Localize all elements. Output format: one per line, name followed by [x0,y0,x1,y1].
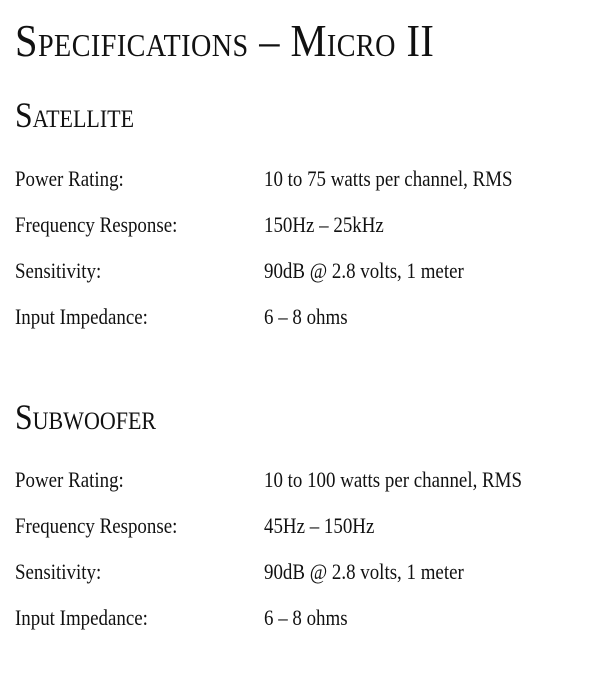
spec-label: Input Impedance: [15,304,148,329]
spec-label: Power Rating: [15,166,124,191]
spec-row [15,210,605,240]
section-heading-subwoofer: Subwoofer [15,397,157,437]
spec-value: 10 to 100 watts per channel, RMS [264,467,523,492]
spec-row [15,557,605,587]
spec-label: Power Rating: [15,467,124,492]
spec-value: 6 – 8 ohms [264,605,348,630]
section-heading-satellite: Satellite [15,95,135,135]
spec-label: Frequency Response: [15,513,178,538]
spec-row [15,511,605,541]
spec-label: Sensitivity: [15,559,102,584]
spec-row [15,256,605,286]
spec-value: 10 to 75 watts per channel, RMS [264,166,513,191]
spec-row [15,465,605,495]
page-title: Specifications – Micro II [15,15,435,66]
spec-value: 90dB @ 2.8 volts, 1 meter [264,559,464,584]
spec-value: 150Hz – 25kHz [264,212,384,237]
spec-label: Input Impedance: [15,605,148,630]
spec-label: Frequency Response: [15,212,178,237]
spec-label: Sensitivity: [15,258,102,283]
spec-value: 90dB @ 2.8 volts, 1 meter [264,258,464,283]
spec-row [15,164,605,194]
spec-row [15,302,605,332]
spec-value: 6 – 8 ohms [264,304,348,329]
spec-row [15,603,605,633]
spec-value: 45Hz – 150Hz [264,513,375,538]
